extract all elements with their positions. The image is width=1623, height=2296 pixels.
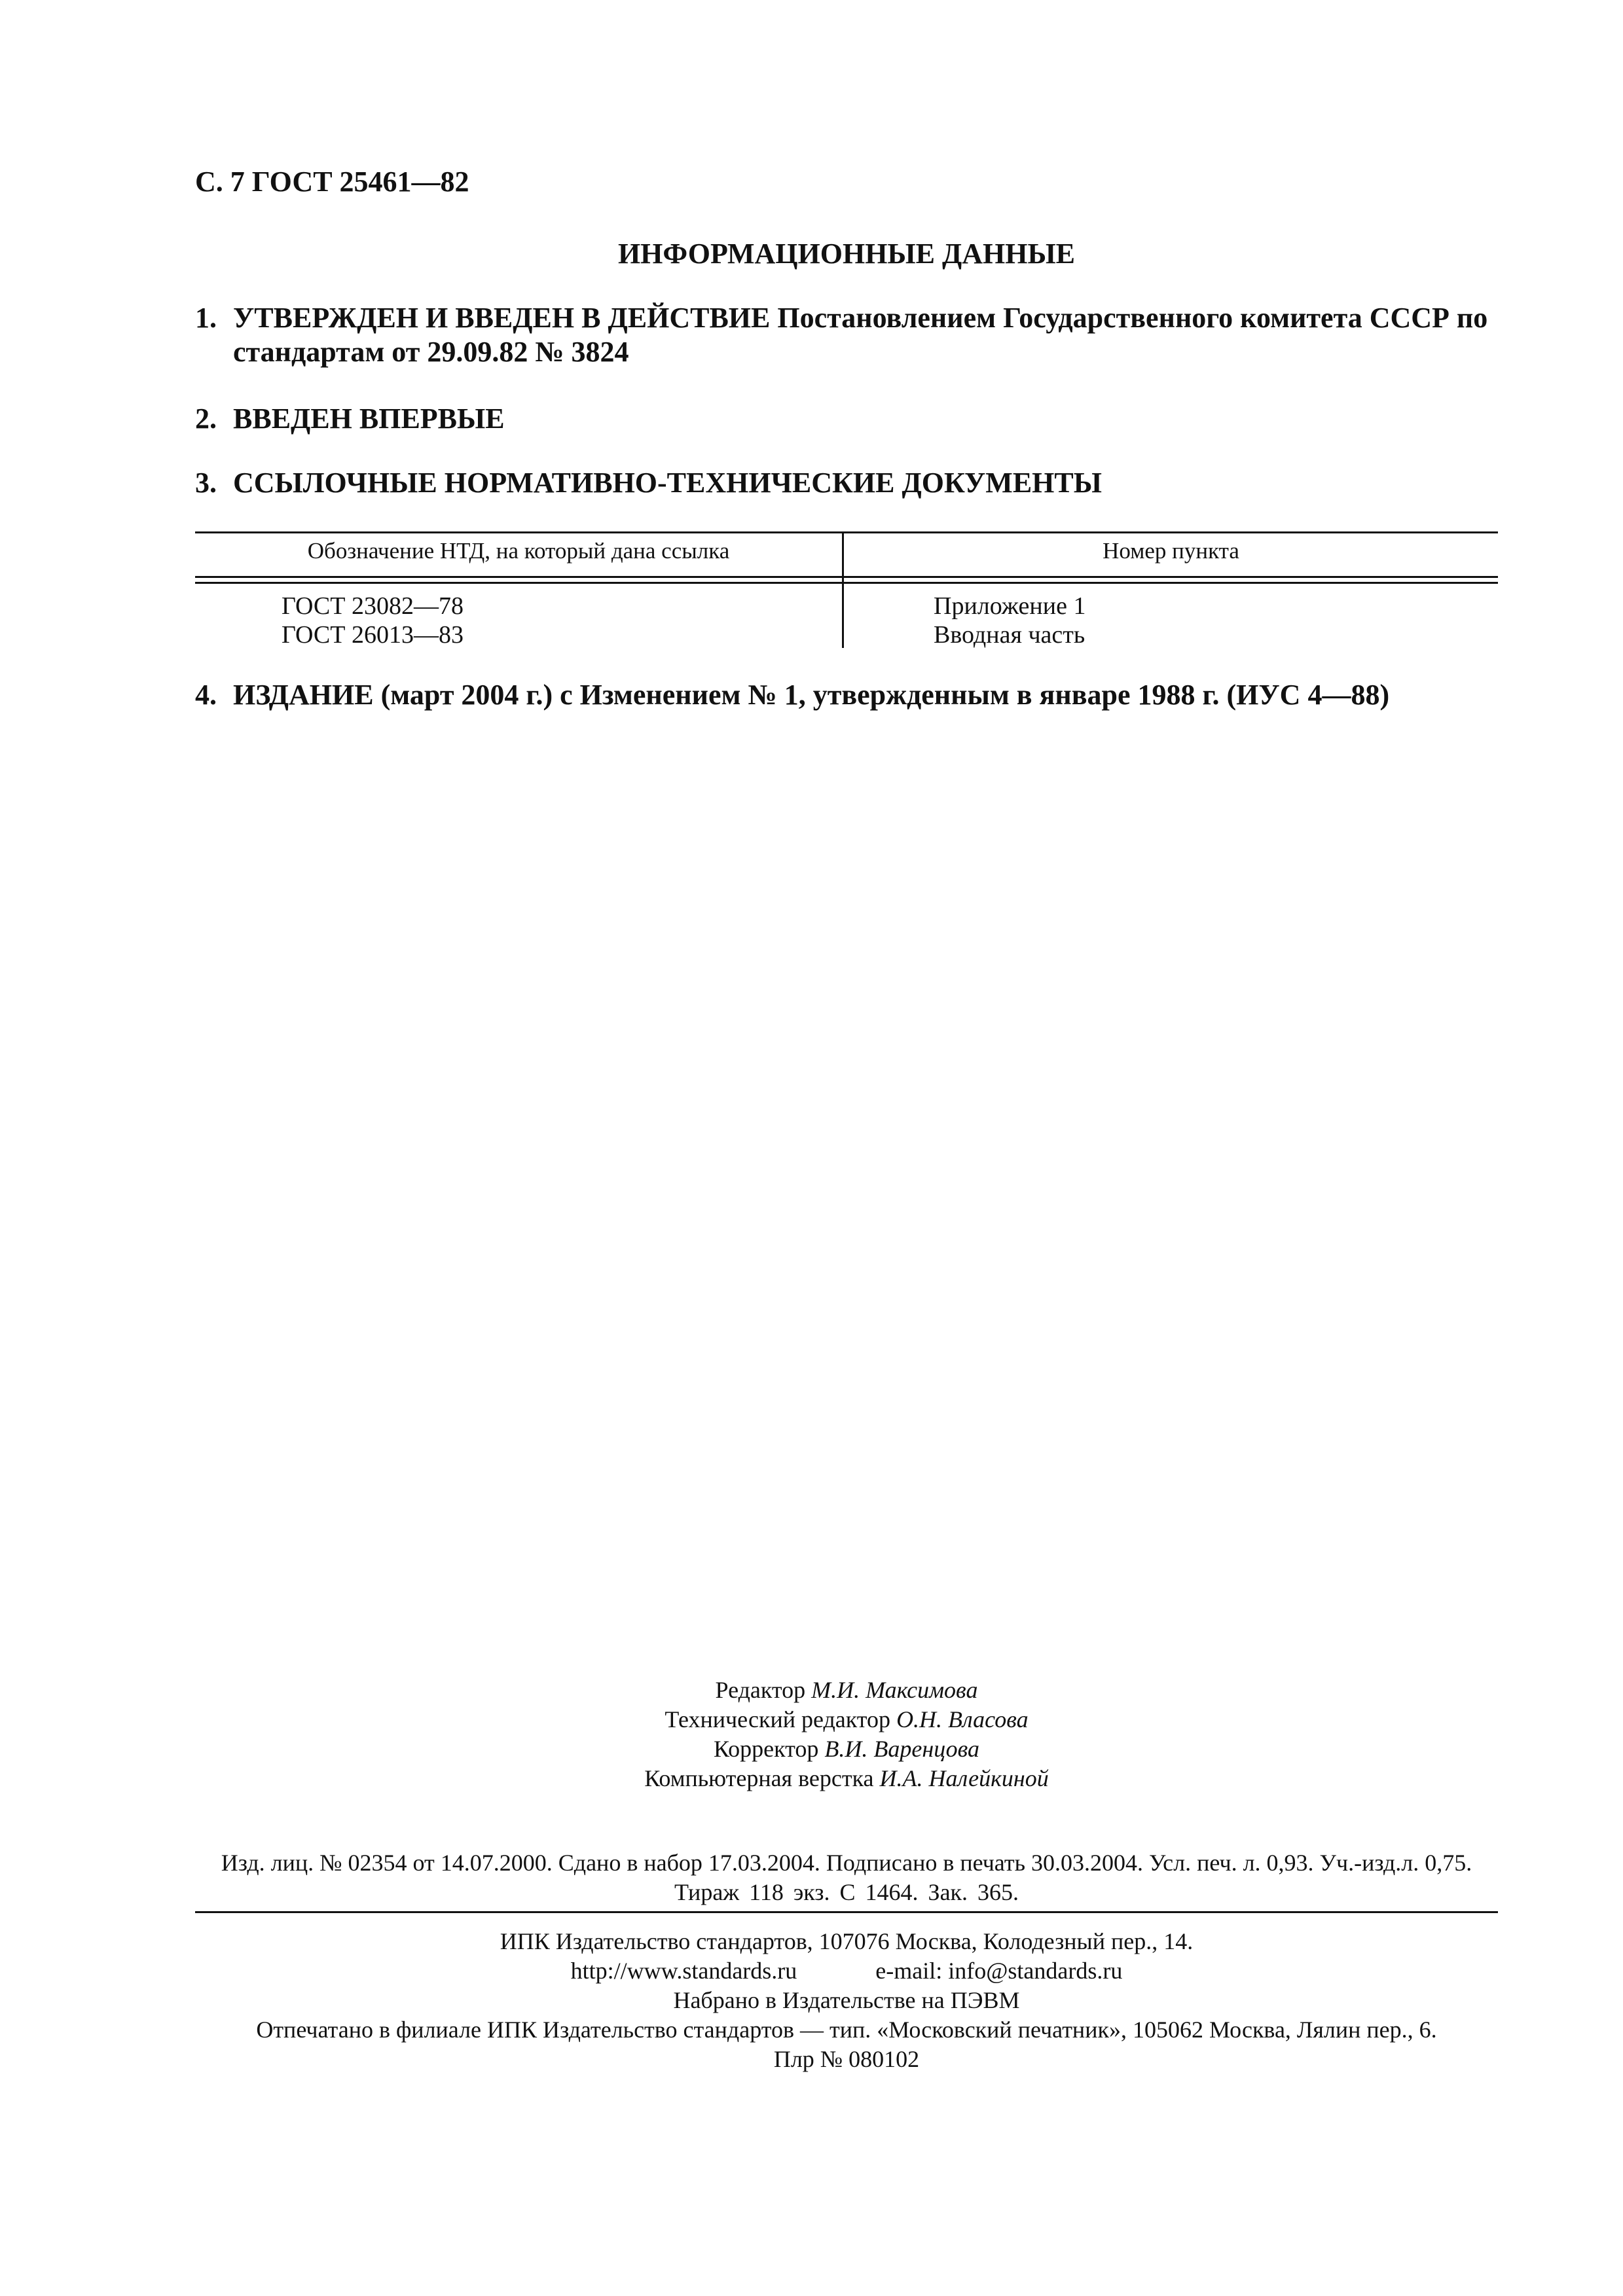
section-title: ИНФОРМАЦИОННЫЕ ДАННЫЕ xyxy=(617,238,1076,270)
item-text: ССЫЛОЧНЫЕ НОРМАТИВНО-ТЕХНИЧЕСКИЕ ДОКУМЕНТЫ xyxy=(233,467,1102,499)
info-item-1 xyxy=(195,301,1498,369)
info-item-2 xyxy=(195,402,1498,436)
item-number: 1. xyxy=(195,302,217,334)
credit-name: В.И. Варенцова xyxy=(824,1736,980,1762)
item-number: 2. xyxy=(195,403,217,435)
page-header: С. 7 ГОСТ 25461—82 xyxy=(195,166,469,198)
credit-line xyxy=(195,1676,1498,1705)
website-link[interactable]: http://www.standards.ru xyxy=(570,1958,797,1984)
credit-role: Редактор xyxy=(715,1677,806,1703)
table-header-rule xyxy=(195,582,1498,584)
publication-info xyxy=(195,1848,1498,1907)
license-number: Плр № 080102 xyxy=(773,2046,920,2072)
table-column-designation xyxy=(282,592,464,649)
item-number: 3. xyxy=(195,467,217,499)
item-text: ВВЕДЕН ВПЕРВЫЕ xyxy=(233,403,505,435)
table-header-designation: Обозначение НТД, на который дана ссылка xyxy=(307,538,730,564)
credit-role: Компьютерная верстка xyxy=(644,1765,874,1791)
table-top-rule xyxy=(195,531,1498,533)
table-header-clause: Номер пункта xyxy=(1103,538,1239,564)
credit-line xyxy=(195,1705,1498,1734)
info-item-3 xyxy=(195,466,1498,500)
table-cell: Приложение 1 xyxy=(934,592,1086,620)
info-item-4 xyxy=(195,678,1498,712)
credit-name: М.И. Максимова xyxy=(811,1677,978,1703)
credit-role: Технический редактор xyxy=(665,1706,891,1732)
printing-info xyxy=(195,1927,1498,2074)
table-header-rule xyxy=(195,576,1498,578)
contact-line xyxy=(195,1956,1498,1986)
item-text: УТВЕРЖДЕН И ВВЕДЕН В ДЕЙСТВИЕ Постановлением Государственного комитета СССР по стандартам от 29.09.82 № 3824 xyxy=(233,302,1488,368)
item-text: ИЗДАНИЕ (март 2004 г.) с Изменением № 1, утвержденным в январе 1988 г. (ИУС 4—88) xyxy=(233,679,1390,711)
email-link[interactable]: e-mail: info@standards.ru xyxy=(875,1958,1123,1984)
table-column-clause xyxy=(934,592,1085,649)
credit-line xyxy=(195,1734,1498,1764)
editorial-credits xyxy=(195,1676,1498,1793)
footer-rule xyxy=(195,1911,1498,1913)
table-cell: ГОСТ 23082—78 xyxy=(282,592,464,620)
publisher-address: ИПК Издательство стандартов, 107076 Москва, Колодезный пер., 14. xyxy=(500,1928,1194,1954)
printer-address: Отпечатано в филиале ИПК Издательство стандартов — тип. «Московский печатник», 105062 Москва, Лялин пер., 6. xyxy=(256,2017,1437,2043)
credit-line xyxy=(195,1764,1498,1793)
credit-role: Корректор xyxy=(713,1736,819,1762)
credit-name: И.А. Налейкиной xyxy=(879,1765,1049,1791)
reference-table xyxy=(195,531,1498,648)
table-cell: Вводная часть xyxy=(934,621,1085,649)
publication-line: Изд. лиц. № 02354 от 14.07.2000. Сдано в набор 17.03.2004. Подписано в печать 30.03.2004. Усл. печ. л. 0,93. Уч.-изд.л. 0,75. xyxy=(221,1850,1472,1876)
table-cell: ГОСТ 26013—83 xyxy=(282,621,464,649)
typeset-note: Набрано в Издательстве на ПЭВМ xyxy=(673,1987,1020,2013)
item-number: 4. xyxy=(195,679,217,711)
credit-name: О.Н. Власова xyxy=(896,1706,1029,1732)
print-run-line: Тираж 118 экз. С 1464. Зак. 365. xyxy=(674,1879,1019,1905)
